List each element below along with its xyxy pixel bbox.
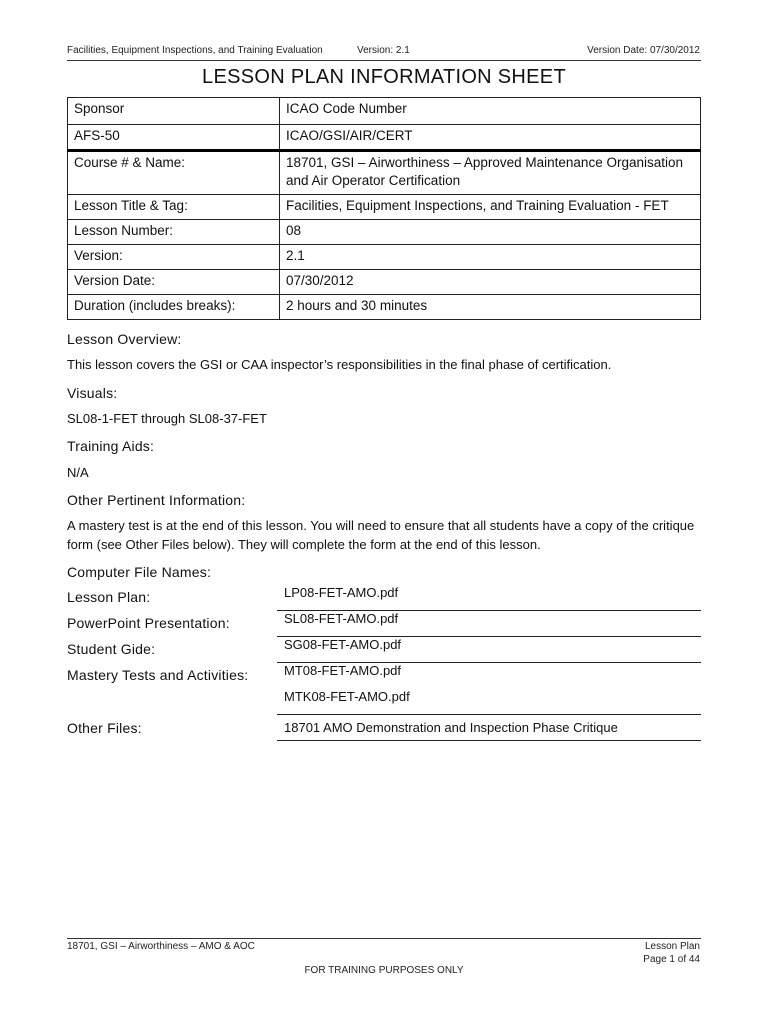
file-value: MTK08-FET-AMO.pdf: [284, 689, 410, 704]
table-cell-label: Sponsor: [68, 98, 280, 125]
table-row: [68, 245, 701, 270]
table-cell-label: Lesson Number:: [68, 220, 280, 245]
table-cell-value: ICAO/GSI/AIR/CERT: [280, 125, 701, 151]
table-cell-value: 18701, GSI – Airworthiness – Approved Maintenance Organisation and Air Operator Certification: [280, 151, 701, 195]
header-rule: [67, 60, 701, 61]
file-label: Mastery Tests and Activities:: [67, 667, 249, 683]
header-version-date: Version Date: 07/30/2012: [587, 45, 700, 56]
table-cell-value: 2.1: [280, 245, 701, 270]
divider: [277, 740, 701, 741]
overview-text: This lesson covers the GSI or CAA inspector’s responsibilities in the final phase of certification.: [67, 357, 612, 372]
table-cell-label: Duration (includes breaks):: [68, 295, 280, 320]
footer-course: 18701, GSI – Airworthiness – AMO & AOC: [67, 941, 255, 952]
other-info-text: A mastery test is at the end of this lesson. You will need to ensure that all students have a copy of the critique form (see Other Files below). They will complete the form at the end of this lesson.: [67, 518, 695, 552]
table-cell-value: Facilities, Equipment Inspections, and Training Evaluation - FET: [280, 195, 701, 220]
table-cell-value: ICAO Code Number: [280, 98, 701, 125]
table-cell-value: 2 hours and 30 minutes: [280, 295, 701, 320]
page-title: LESSON PLAN INFORMATION SHEET: [202, 66, 566, 88]
divider: [277, 714, 701, 715]
footer-page-number: Page 1 of 44: [643, 954, 700, 965]
training-aids-text: N/A: [67, 465, 89, 480]
file-value: LP08-FET-AMO.pdf: [284, 585, 399, 600]
file-value: SL08-FET-AMO.pdf: [284, 611, 399, 626]
overview-heading: Lesson Overview:: [67, 331, 182, 347]
file-value: SG08-FET-AMO.pdf: [284, 637, 402, 652]
table-row: [68, 125, 701, 151]
footer-rule: [67, 938, 701, 939]
file-value: MT08-FET-AMO.pdf: [284, 663, 402, 678]
file-label: PowerPoint Presentation:: [67, 615, 230, 631]
table-row: [68, 220, 701, 245]
footer-training-notice: FOR TRAINING PURPOSES ONLY: [304, 965, 464, 976]
table-cell-label: Lesson Title & Tag:: [68, 195, 280, 220]
table-cell-label: Version:: [68, 245, 280, 270]
table-row: [68, 98, 701, 125]
visuals-heading: Visuals:: [67, 385, 118, 401]
file-names-heading: Computer File Names:: [67, 564, 212, 580]
file-label: Other Files:: [67, 720, 142, 736]
footer-doc-type: Lesson Plan: [644, 941, 700, 952]
visuals-text: SL08-1-FET through SL08-37-FET: [67, 411, 267, 426]
training-aids-heading: Training Aids:: [67, 438, 155, 454]
table-cell-label: AFS-50: [68, 125, 280, 151]
table-row: [68, 151, 701, 195]
table-row: [68, 295, 701, 320]
table-row: [68, 270, 701, 295]
table-row: [68, 195, 701, 220]
file-label: Lesson Plan:: [67, 589, 151, 605]
header-version: Version: 2.1: [357, 45, 410, 56]
page-header: [67, 45, 700, 59]
header-left-text: Facilities, Equipment Inspections, and Training Evaluation: [67, 45, 323, 56]
other-info-heading: Other Pertinent Information:: [67, 492, 246, 508]
table-cell-label: Version Date:: [68, 270, 280, 295]
lesson-info-table: [67, 97, 701, 320]
file-value: 18701 AMO Demonstration and Inspection Phase Critique: [284, 720, 618, 735]
table-cell-label: Course # & Name:: [68, 151, 280, 195]
table-cell-value: 07/30/2012: [280, 270, 701, 295]
table-cell-value: 08: [280, 220, 701, 245]
file-label: Student Gide:: [67, 641, 156, 657]
